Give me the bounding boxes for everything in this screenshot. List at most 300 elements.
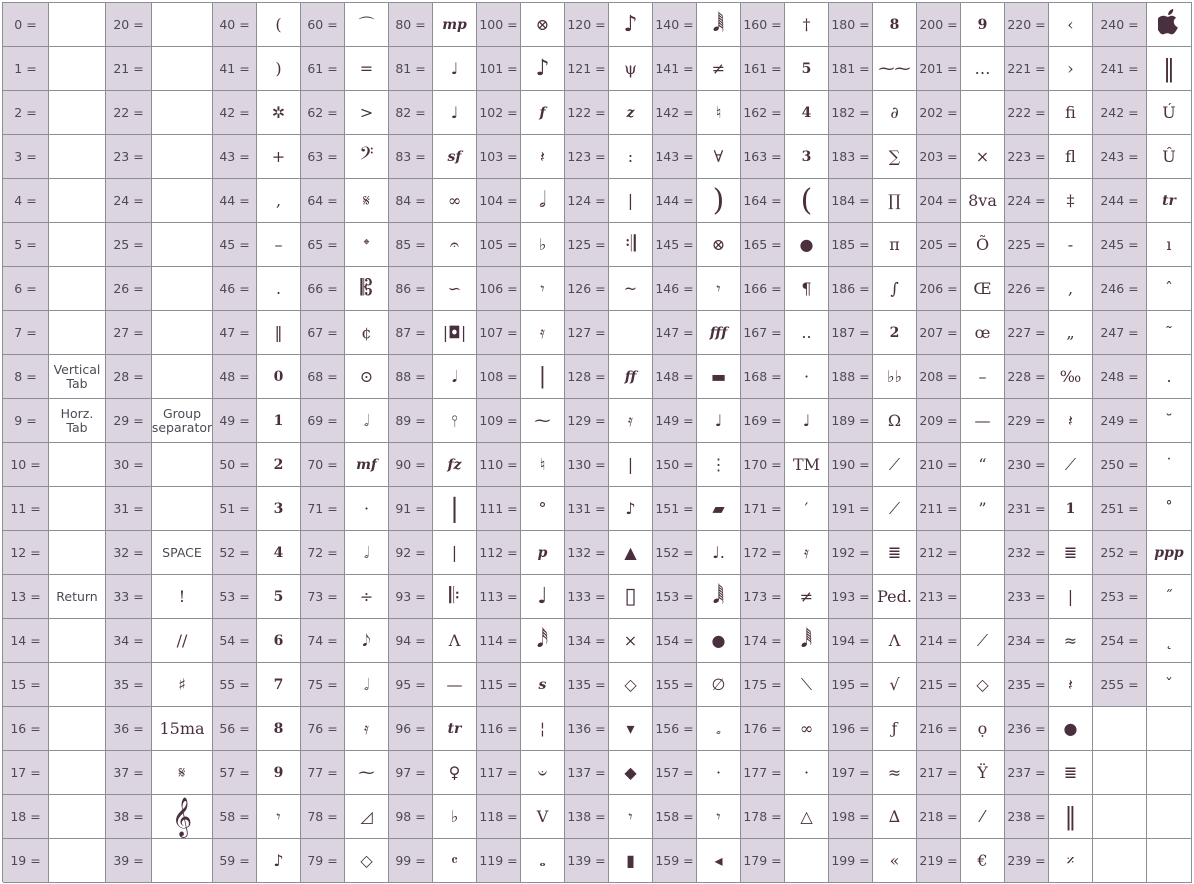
code-label: 77 =: [301, 751, 345, 795]
glyph-cell: [49, 531, 106, 575]
code-label: 174 =: [741, 619, 785, 663]
glyph-symbol: ⁓: [534, 410, 551, 430]
glyph-cell: [1147, 443, 1192, 487]
glyph-cell: [152, 575, 213, 619]
code-label: 141 =: [653, 47, 697, 91]
glyph-symbol: 𝄇: [625, 231, 636, 257]
code-label: 252 =: [1093, 531, 1147, 575]
glyph-symbol: –: [978, 366, 987, 386]
glyph-cell: [697, 267, 741, 311]
glyph-cell: [873, 3, 917, 47]
code-label: 134 =: [565, 619, 609, 663]
glyph-cell: [152, 267, 213, 311]
glyph-symbol: ⁓: [358, 762, 375, 782]
glyph-cell: [521, 663, 565, 707]
glyph-cell: [873, 575, 917, 619]
glyph-symbol: 𝅘𝅥𝅱: [800, 627, 813, 653]
glyph-cell: [609, 135, 653, 179]
glyph-symbol: 𝄋: [363, 190, 370, 210]
glyph-cell: [49, 751, 106, 795]
glyph-cell: [1147, 619, 1192, 663]
glyph-cell: [873, 47, 917, 91]
code-label: 89 =: [389, 399, 433, 443]
code-label: 0 =: [3, 3, 49, 47]
code-label: 248 =: [1093, 355, 1147, 399]
glyph-symbol: ¶: [801, 278, 812, 298]
glyph-symbol: 𝄾: [628, 806, 633, 826]
code-label: 36 =: [106, 707, 152, 751]
glyph-cell: [961, 3, 1005, 47]
glyph-cell: [521, 839, 565, 883]
glyph-cell: [785, 751, 829, 795]
glyph-cell: [873, 707, 917, 751]
glyph-symbol: ‡: [1066, 190, 1075, 210]
glyph-cell: [1147, 223, 1192, 267]
glyph-symbol: ~: [623, 278, 638, 298]
glyph-cell: [257, 91, 301, 135]
glyph-symbol: ψ: [624, 58, 637, 78]
code-label: 188 =: [829, 355, 873, 399]
code-label: 144 =: [653, 179, 697, 223]
code-label: 78 =: [301, 795, 345, 839]
code-label: 250 =: [1093, 443, 1147, 487]
code-label: 199 =: [829, 839, 873, 883]
code-label: 123 =: [565, 135, 609, 179]
glyph-cell: [697, 795, 741, 839]
glyph-symbol: ˝: [1164, 586, 1173, 606]
code-label: 64 =: [301, 179, 345, 223]
code-label: 219 =: [917, 839, 961, 883]
glyph-symbol: 𝄽: [1068, 410, 1073, 430]
code-label: 52 =: [213, 531, 257, 575]
code-label: 135 =: [565, 663, 609, 707]
glyph-cell: [785, 839, 829, 883]
code-label: 176 =: [741, 707, 785, 751]
code-label: 151 =: [653, 487, 697, 531]
glyph-symbol: //: [176, 630, 188, 650]
glyph-symbol: ✲: [271, 102, 286, 122]
glyph-symbol: |◘|: [442, 322, 467, 342]
code-label: 116 =: [477, 707, 521, 751]
code-label: 113 =: [477, 575, 521, 619]
glyph-cell: [345, 795, 389, 839]
code-label: 90 =: [389, 443, 433, 487]
glyph-cell: [961, 47, 1005, 91]
code-label: 44 =: [213, 179, 257, 223]
glyph-cell: [433, 619, 477, 663]
glyph-cell: [152, 355, 213, 399]
code-label: 184 =: [829, 179, 873, 223]
glyph-symbol: ≠: [711, 58, 726, 78]
code-label: 138 =: [565, 795, 609, 839]
glyph-cell: [257, 663, 301, 707]
glyph-symbol: ⟍: [800, 674, 813, 694]
glyph-symbol: 5: [273, 588, 284, 605]
code-label: 45 =: [213, 223, 257, 267]
glyph-cell: [257, 179, 301, 223]
code-label: 10 =: [3, 443, 49, 487]
glyph-cell: [152, 707, 213, 751]
glyph-cell: [433, 47, 477, 91]
glyph-cell: [873, 355, 917, 399]
glyph-cell: [609, 619, 653, 663]
code-label: 175 =: [741, 663, 785, 707]
glyph-symbol: 𝄾: [276, 806, 281, 826]
glyph-cell: [697, 135, 741, 179]
glyph-cell: [873, 311, 917, 355]
code-label: 125 =: [565, 223, 609, 267]
code-label: 96 =: [389, 707, 433, 751]
code-label: 226 =: [1005, 267, 1049, 311]
code-label: 207 =: [917, 311, 961, 355]
glyph-symbol: ∽: [447, 278, 462, 298]
glyph-symbol: 𝅘𝅥𝅲: [712, 583, 725, 609]
glyph-cell: [961, 91, 1005, 135]
glyph-cell: [873, 91, 917, 135]
code-label: 249 =: [1093, 399, 1147, 443]
glyph-symbol: ◇: [624, 674, 637, 694]
code-label: 50 =: [213, 443, 257, 487]
glyph-cell: [1049, 443, 1093, 487]
glyph-cell: [609, 223, 653, 267]
glyph-cell: [152, 795, 213, 839]
glyph-cell: [697, 575, 741, 619]
glyph-symbol: 7: [273, 676, 284, 693]
control-char-name: Horz. Tab: [60, 405, 94, 435]
glyph-cell: [1147, 751, 1192, 795]
glyph-symbol: 𝄞: [171, 796, 193, 837]
glyph-symbol: ×: [623, 630, 638, 650]
glyph-symbol: ): [712, 182, 725, 218]
glyph-symbol: 𝅝: [539, 850, 546, 870]
glyph-cell: [697, 531, 741, 575]
code-label: 220 =: [1005, 3, 1049, 47]
glyph-cell: [521, 443, 565, 487]
code-label: 117 =: [477, 751, 521, 795]
glyph-symbol: ≠: [799, 586, 814, 606]
code-label: 238 =: [1005, 795, 1049, 839]
code-label: 122 =: [565, 91, 609, 135]
glyph-cell: [257, 619, 301, 663]
glyph-cell: [345, 179, 389, 223]
glyph-cell: [433, 135, 477, 179]
glyph-symbol: 3: [801, 148, 812, 165]
glyph-cell: [785, 487, 829, 531]
code-label: 209 =: [917, 399, 961, 443]
code-label: 224 =: [1005, 179, 1049, 223]
glyph-symbol: 𝄿: [628, 410, 633, 430]
glyph-cell: [961, 531, 1005, 575]
glyph-cell: [1049, 311, 1093, 355]
code-label: 72 =: [301, 531, 345, 575]
code-label: 11 =: [3, 487, 49, 531]
code-label: 103 =: [477, 135, 521, 179]
glyph-symbol: 6: [273, 632, 284, 649]
glyph-cell: [152, 135, 213, 179]
control-char-name: Vertical Tab: [53, 361, 101, 391]
glyph-symbol: ˇ: [1164, 674, 1173, 694]
code-label: 148 =: [653, 355, 697, 399]
code-label: 189 =: [829, 399, 873, 443]
glyph-cell: [961, 751, 1005, 795]
glyph-symbol: ∞: [799, 718, 814, 738]
glyph-cell: [1147, 487, 1192, 531]
glyph-symbol: 1: [1065, 500, 1076, 517]
glyph-symbol: 8: [273, 720, 284, 737]
glyph-cell: [785, 443, 829, 487]
glyph-symbol: 8va: [968, 190, 997, 210]
glyph-cell: [152, 311, 213, 355]
code-label: 92 =: [389, 531, 433, 575]
code-label: [1093, 839, 1147, 883]
code-label: 179 =: [741, 839, 785, 883]
glyph-cell: [49, 487, 106, 531]
code-label: 173 =: [741, 575, 785, 619]
code-label: 186 =: [829, 267, 873, 311]
glyph-symbol: Ú: [1162, 102, 1176, 122]
code-label: 105 =: [477, 223, 521, 267]
glyph-cell: [961, 839, 1005, 883]
glyph-cell: [697, 223, 741, 267]
glyph-symbol: ⁓⁓: [878, 58, 911, 78]
code-label: 110 =: [477, 443, 521, 487]
glyph-cell: [152, 531, 213, 575]
glyph-symbol: ♮: [715, 102, 722, 122]
glyph-symbol: Ÿ: [977, 762, 988, 782]
glyph-symbol: ppp: [1154, 544, 1184, 561]
code-label: 51 =: [213, 487, 257, 531]
glyph-symbol: TM: [792, 454, 821, 474]
glyph-symbol: «: [889, 850, 900, 870]
code-label: 164 =: [741, 179, 785, 223]
glyph-cell: [961, 267, 1005, 311]
glyph-symbol: fz: [447, 456, 462, 473]
code-label: 115 =: [477, 663, 521, 707]
code-label: 169 =: [741, 399, 785, 443]
glyph-symbol: 8: [889, 16, 900, 33]
code-label: 119 =: [477, 839, 521, 883]
code-label: 8 =: [3, 355, 49, 399]
glyph-symbol: ›: [1067, 58, 1074, 78]
code-label: 83 =: [389, 135, 433, 179]
glyph-symbol: ♩.: [712, 542, 725, 562]
glyph-symbol: ·: [803, 762, 810, 782]
code-label: 154 =: [653, 619, 697, 663]
glyph-cell: [257, 707, 301, 751]
glyph-cell: [609, 839, 653, 883]
code-label: 58 =: [213, 795, 257, 839]
glyph-cell: [785, 135, 829, 179]
glyph-symbol: ⟋: [888, 454, 901, 474]
code-label: [1093, 795, 1147, 839]
glyph-cell: [345, 399, 389, 443]
code-label: 246 =: [1093, 267, 1147, 311]
glyph-symbol: 𝅘𝅥𝅰: [536, 627, 549, 653]
glyph-cell: [521, 575, 565, 619]
code-label: 35 =: [106, 663, 152, 707]
glyph-symbol: ⌒: [358, 14, 375, 34]
glyph-cell: [521, 531, 565, 575]
glyph-cell: [1147, 135, 1192, 179]
code-label: 140 =: [653, 3, 697, 47]
code-label: 194 =: [829, 619, 873, 663]
glyph-symbol: Õ: [975, 234, 990, 254]
glyph-symbol: ,: [275, 190, 282, 210]
code-label: 228 =: [1005, 355, 1049, 399]
code-label: 243 =: [1093, 135, 1147, 179]
code-label: 223 =: [1005, 135, 1049, 179]
glyph-symbol: ⊗: [535, 14, 550, 34]
code-label: 158 =: [653, 795, 697, 839]
glyph-cell: [345, 575, 389, 619]
code-label: 255 =: [1093, 663, 1147, 707]
glyph-cell: [785, 179, 829, 223]
glyph-cell: [521, 3, 565, 47]
glyph-cell: [1049, 355, 1093, 399]
glyph-cell: [152, 399, 213, 443]
glyph-symbol: >: [359, 102, 374, 122]
glyph-cell: [257, 355, 301, 399]
glyph-cell: [1147, 267, 1192, 311]
glyph-symbol: 5: [801, 60, 812, 77]
glyph-symbol: 𝅗𝅥: [363, 542, 370, 562]
glyph-symbol: ˙: [1164, 454, 1173, 474]
glyph-symbol: 𝅗𝅥: [363, 410, 370, 430]
glyph-symbol: ♩: [537, 583, 548, 609]
glyph-symbol: 3: [273, 500, 284, 517]
glyph-symbol: 15ma: [159, 718, 205, 738]
code-label: 231 =: [1005, 487, 1049, 531]
glyph-symbol: ▯: [624, 583, 637, 609]
glyph-cell: [257, 795, 301, 839]
glyph-cell: [345, 355, 389, 399]
glyph-cell: [1049, 223, 1093, 267]
code-label: 101 =: [477, 47, 521, 91]
glyph-symbol: ♩: [450, 58, 459, 78]
glyph-symbol: 𝄴: [450, 850, 459, 870]
code-label: 210 =: [917, 443, 961, 487]
glyph-cell: [1147, 47, 1192, 91]
glyph-cell: [49, 443, 106, 487]
code-label: 102 =: [477, 91, 521, 135]
glyph-symbol: ‹: [1067, 14, 1074, 34]
glyph-cell: [697, 663, 741, 707]
code-label: 13 =: [3, 575, 49, 619]
code-label: 71 =: [301, 487, 345, 531]
code-label: 146 =: [653, 267, 697, 311]
glyph-symbol: ≈: [1063, 630, 1078, 650]
glyph-symbol: |: [538, 363, 547, 389]
glyph-cell: [1147, 355, 1192, 399]
glyph-symbol: |: [450, 493, 459, 524]
glyph-cell: [697, 443, 741, 487]
glyph-cell: [785, 267, 829, 311]
control-char-name: Group separator: [152, 405, 213, 435]
glyph-symbol: 𝄿: [364, 718, 369, 738]
code-label: 254 =: [1093, 619, 1147, 663]
code-label: 124 =: [565, 179, 609, 223]
glyph-cell: [785, 355, 829, 399]
glyph-symbol: ♩: [450, 102, 459, 122]
glyph-cell: [609, 663, 653, 707]
glyph-cell: [433, 443, 477, 487]
code-label: 54 =: [213, 619, 257, 663]
glyph-symbol: △: [800, 806, 813, 826]
glyph-symbol: 2: [273, 456, 284, 473]
code-label: 198 =: [829, 795, 873, 839]
code-label: 26 =: [106, 267, 152, 311]
code-label: 205 =: [917, 223, 961, 267]
glyph-cell: [257, 487, 301, 531]
glyph-cell: [697, 619, 741, 663]
glyph-cell: [345, 619, 389, 663]
glyph-cell: [873, 487, 917, 531]
code-label: 160 =: [741, 3, 785, 47]
glyph-symbol: ⟋: [976, 630, 989, 650]
code-label: 230 =: [1005, 443, 1049, 487]
code-label: 68 =: [301, 355, 345, 399]
glyph-cell: [961, 663, 1005, 707]
glyph-symbol: ♯: [178, 674, 186, 694]
code-label: 170 =: [741, 443, 785, 487]
code-label: 112 =: [477, 531, 521, 575]
code-label: 218 =: [917, 795, 961, 839]
glyph-cell: [433, 3, 477, 47]
code-label: 190 =: [829, 443, 873, 487]
glyph-cell: [609, 443, 653, 487]
glyph-cell: [433, 179, 477, 223]
code-label: 149 =: [653, 399, 697, 443]
glyph-cell: [49, 663, 106, 707]
glyph-symbol: tr: [1162, 192, 1176, 209]
code-label: 79 =: [301, 839, 345, 883]
code-label: 221 =: [1005, 47, 1049, 91]
glyph-cell: [961, 795, 1005, 839]
glyph-symbol: +: [271, 146, 286, 166]
code-label: 157 =: [653, 751, 697, 795]
code-label: 95 =: [389, 663, 433, 707]
glyph-symbol: 𝄐: [450, 234, 459, 254]
glyph-symbol: ,: [1067, 278, 1074, 298]
glyph-cell: [257, 311, 301, 355]
glyph-symbol: ▾: [626, 718, 635, 738]
glyph-symbol: ‖: [274, 322, 283, 342]
glyph-symbol: 𝄽: [1068, 674, 1073, 694]
code-label: 67 =: [301, 311, 345, 355]
code-label: 191 =: [829, 487, 873, 531]
glyph-symbol: ⫯: [451, 410, 458, 430]
code-label: 82 =: [389, 91, 433, 135]
code-label: 86 =: [389, 267, 433, 311]
glyph-cell: [873, 619, 917, 663]
glyph-symbol: mp: [442, 16, 467, 33]
glyph-cell: [257, 223, 301, 267]
glyph-cell: [152, 223, 213, 267]
code-label: 171 =: [741, 487, 785, 531]
code-label: 32 =: [106, 531, 152, 575]
code-label: 192 =: [829, 531, 873, 575]
code-label: 127 =: [565, 311, 609, 355]
code-label: 229 =: [1005, 399, 1049, 443]
glyph-cell: [433, 751, 477, 795]
glyph-cell: [257, 135, 301, 179]
code-label: 232 =: [1005, 531, 1049, 575]
glyph-symbol: ♮: [539, 454, 546, 474]
glyph-cell: [521, 91, 565, 135]
code-label: 81 =: [389, 47, 433, 91]
glyph-cell: [521, 267, 565, 311]
glyph-symbol: V: [536, 806, 549, 826]
